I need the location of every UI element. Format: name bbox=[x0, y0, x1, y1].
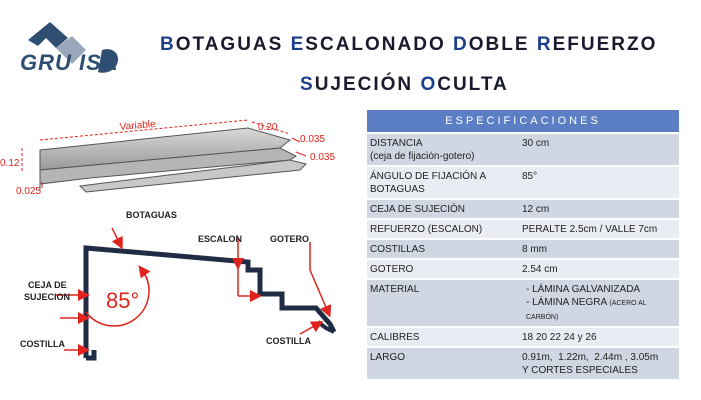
spec-value-text: Y CORTES ESPECIALES bbox=[522, 365, 638, 376]
dim-0025: 0.025 bbox=[16, 186, 42, 197]
spec-value-line bbox=[522, 243, 676, 256]
spec-value-line bbox=[522, 283, 676, 296]
title-word-rest: OBLE bbox=[468, 34, 537, 55]
spec-key bbox=[367, 133, 519, 166]
label-angle: 85° bbox=[106, 288, 140, 313]
label-ceja-2: SUJECION bbox=[24, 292, 71, 302]
spec-key bbox=[367, 279, 519, 327]
spec-value-line bbox=[522, 170, 676, 183]
spec-value-note: (ACERO AL CARBÓN) bbox=[526, 300, 647, 321]
title-word-rest: UJECIÓN bbox=[314, 74, 421, 95]
label-escalon: ESCALON bbox=[198, 234, 243, 244]
dim-012: 0.12 bbox=[0, 158, 20, 169]
spec-value-text: 30 cm bbox=[522, 138, 550, 149]
spec-key-line: REFUERZO (ESCALON) bbox=[370, 224, 483, 235]
spec-value-line bbox=[522, 351, 676, 364]
spec-key bbox=[367, 219, 519, 239]
title-capital: B bbox=[160, 34, 176, 55]
logo-text: GRU ISA bbox=[20, 50, 119, 75]
spec-value-line bbox=[522, 223, 676, 236]
spec-row bbox=[367, 347, 679, 379]
spec-value-text: PERALTE 2.5cm / VALLE 7cm bbox=[522, 224, 658, 235]
spec-value bbox=[519, 166, 679, 199]
label-costilla-left: COSTILLA bbox=[20, 339, 65, 349]
spec-row bbox=[367, 279, 679, 327]
spec-row bbox=[367, 219, 679, 239]
title-line-2 bbox=[300, 74, 509, 96]
spec-key bbox=[367, 259, 519, 279]
specifications-table bbox=[367, 110, 679, 379]
spec-row bbox=[367, 239, 679, 259]
spec-value-line bbox=[522, 203, 676, 216]
spec-value bbox=[519, 239, 679, 259]
spec-key-line: COSTILLAS bbox=[370, 244, 426, 255]
spec-key-line: CALIBRES bbox=[370, 332, 420, 343]
dim-0035-b: 0.035 bbox=[310, 152, 336, 163]
spec-value-line bbox=[522, 331, 676, 344]
spec-row bbox=[367, 327, 679, 347]
title-word-rest: OTAGUAS bbox=[175, 34, 291, 55]
dim-020: 0.20 bbox=[258, 122, 278, 133]
title-word-rest: SCALONADO bbox=[305, 34, 454, 55]
label-costilla-right: COSTILLA bbox=[266, 336, 311, 346]
spec-value bbox=[519, 279, 679, 327]
spec-value-text: 8 mm bbox=[522, 244, 547, 255]
spec-value-text: 0.91m, 1.22m, 2.44m , 3.05m bbox=[522, 352, 659, 363]
title-capital: R bbox=[536, 34, 553, 55]
spec-value-line bbox=[522, 137, 676, 150]
spec-row bbox=[367, 199, 679, 219]
spec-key-line: LARGO bbox=[370, 352, 406, 363]
title-word-rest: EFUERZO bbox=[552, 34, 658, 55]
spec-value-text: - LÁMINA GALVANIZADA bbox=[526, 284, 641, 295]
specifications-header: ESPECIFICACIONES bbox=[367, 110, 679, 133]
spec-key bbox=[367, 239, 519, 259]
spec-key-line: CEJA DE SUJECIÓN bbox=[370, 204, 466, 215]
dim-variable: Variable bbox=[119, 118, 157, 133]
spec-value-line bbox=[522, 296, 676, 324]
spec-key-line: DISTANCIA bbox=[370, 138, 423, 149]
label-ceja-1: CEJA DE bbox=[28, 280, 67, 290]
spec-value-text: - LÁMINA NEGRA bbox=[526, 297, 607, 308]
spec-value-line bbox=[522, 364, 676, 377]
spec-key-line: MATERIAL bbox=[370, 284, 420, 295]
spec-key-line: ÁNGULO DE FIJACIÓN A bbox=[370, 171, 487, 182]
title-line-1 bbox=[160, 34, 658, 56]
spec-key bbox=[367, 327, 519, 347]
title-word-rest: CULTA bbox=[437, 74, 509, 95]
spec-key-line: GOTERO bbox=[370, 264, 414, 275]
label-gotero: GOTERO bbox=[270, 234, 310, 244]
spec-value-text: 85° bbox=[522, 171, 538, 182]
spec-value bbox=[519, 327, 679, 347]
spec-value bbox=[519, 219, 679, 239]
spec-row bbox=[367, 133, 679, 166]
dim-0035-a: 0.035 bbox=[300, 134, 326, 145]
spec-value bbox=[519, 199, 679, 219]
title-capital: O bbox=[420, 74, 438, 95]
title-capital: D bbox=[453, 34, 469, 55]
spec-value bbox=[519, 259, 679, 279]
isometric-drawing bbox=[0, 100, 360, 210]
spec-key-line: (ceja de fijación-gotero) bbox=[370, 151, 475, 162]
spec-key-line: BOTAGUAS bbox=[370, 184, 425, 195]
profile-diagram bbox=[0, 200, 360, 400]
label-botaguas: BOTAGUAS bbox=[126, 210, 177, 220]
spec-value-text: 12 cm bbox=[522, 204, 550, 215]
spec-row bbox=[367, 259, 679, 279]
title-capital: E bbox=[290, 34, 306, 55]
spec-value bbox=[519, 347, 679, 379]
spec-key bbox=[367, 166, 519, 199]
spec-row bbox=[367, 166, 679, 199]
spec-key bbox=[367, 199, 519, 219]
spec-value-text: 18 20 22 24 y 26 bbox=[522, 332, 597, 343]
spec-value bbox=[519, 133, 679, 166]
spec-key bbox=[367, 347, 519, 379]
spec-value-text: 2.54 cm bbox=[522, 264, 558, 275]
spec-value-line bbox=[522, 263, 676, 276]
title-capital: S bbox=[300, 74, 315, 95]
